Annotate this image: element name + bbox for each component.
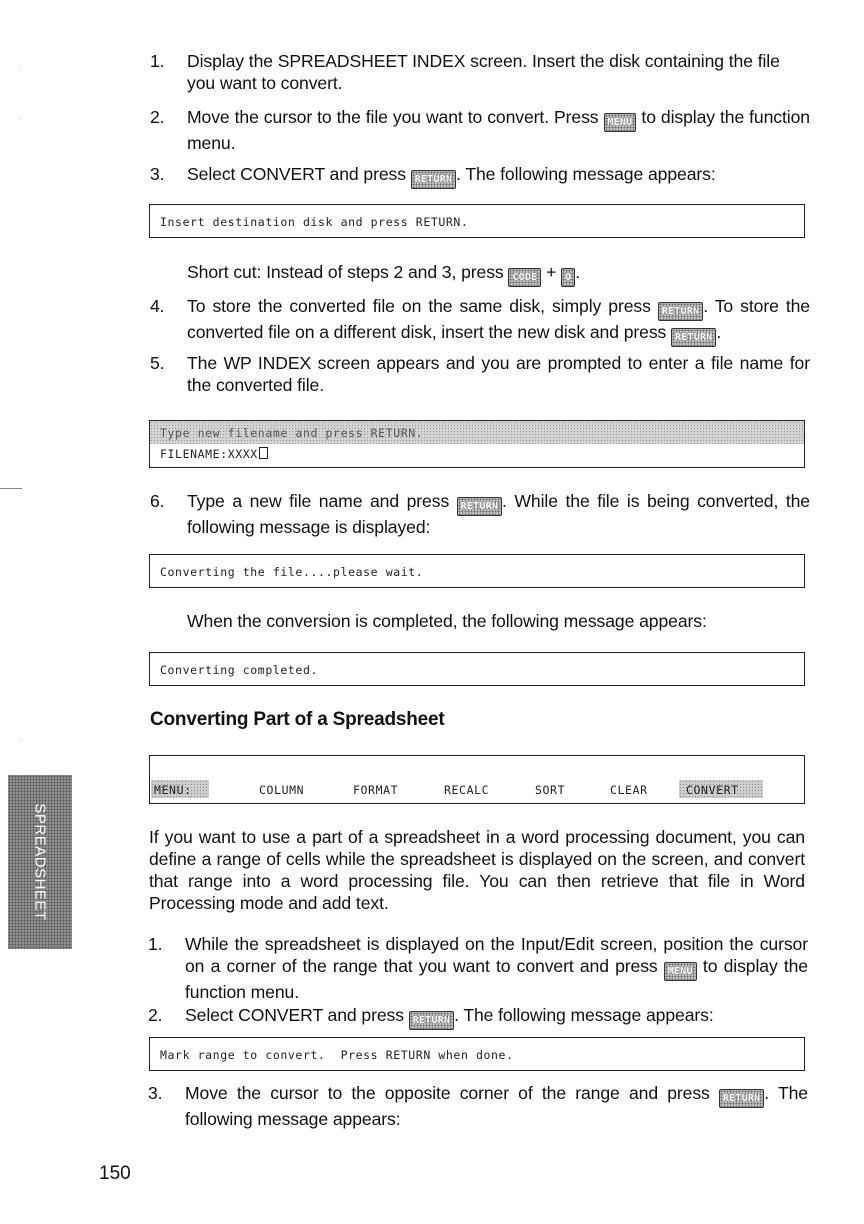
step-number: 1. (148, 934, 163, 954)
step-a3 (150, 163, 810, 189)
return-key: RETURN (411, 170, 456, 189)
step-a5 (150, 352, 810, 396)
menu-item-sort[interactable]: SORT (535, 783, 566, 797)
step-b1 (148, 933, 808, 1003)
return-key: RETURN (658, 302, 703, 321)
menu-item-convert[interactable]: CONVERT (686, 783, 739, 797)
shortcut-text: Short cut: Instead of steps 2 and 3, press (187, 262, 504, 282)
screen-text: Converting completed. (160, 663, 318, 677)
step-number: 4. (150, 296, 165, 316)
section-heading: Converting Part of a Spreadsheet (150, 709, 445, 730)
step-text: The WP INDEX screen appears and you are prompted to enter a file name for the converted file. (187, 353, 810, 395)
o-key: O (561, 268, 575, 287)
screen-insert-message (149, 204, 805, 238)
shortcut-note (187, 261, 580, 287)
step-text: Type a new file name and press (187, 491, 450, 511)
screen-text: Insert destination disk and press RETURN. (160, 215, 469, 229)
filename-field[interactable] (160, 447, 268, 461)
return-key: RETURN (671, 328, 716, 347)
screen-filename-prompt (149, 420, 805, 468)
step-text: to display the function menu. (185, 956, 808, 1002)
edge-dot (20, 66, 21, 67)
step-text: Move the cursor to the file you want to convert. Press (187, 107, 599, 127)
menu-key: MENU (604, 113, 637, 132)
menu-item-recalc[interactable]: RECALC (444, 783, 490, 797)
step-text: While the spreadsheet is displayed on the Input/Edit screen, position the cursor on a corner of the range that you want to convert and press (185, 934, 808, 976)
step-number: 5. (150, 353, 165, 373)
step-number: 2. (148, 1005, 163, 1025)
edge-dot (20, 740, 21, 741)
side-tab-label: SPREADSHEET (31, 803, 49, 921)
edge-mark (0, 488, 22, 489)
step-text: . The following message appears: (456, 164, 716, 184)
edge-dot (20, 118, 21, 119)
step-text: Select CONVERT and press (185, 1005, 404, 1025)
step-text: . To store the converted file on a different disk, insert the new disk and press (187, 296, 810, 342)
shortcut-text: . (575, 262, 581, 282)
plus-sign: + (546, 262, 557, 282)
step-a1 (150, 50, 810, 94)
step-text: . The following message appears: (185, 1083, 808, 1129)
step-text: to display the function menu. (187, 107, 810, 153)
text-cursor (259, 447, 268, 459)
prompt-text: Type new filename and press RETURN. (160, 426, 424, 440)
menu-item-column[interactable]: COLUMN (259, 783, 305, 797)
screen-completed-message (149, 652, 805, 686)
step-text: Display the SPREADSHEET INDEX screen. Insert the disk containing the file you want to convert. (187, 51, 780, 93)
menu-label: MENU: (154, 783, 192, 797)
step-b3 (148, 1082, 808, 1130)
step-text: Move the cursor to the opposite corner of the range and press (185, 1083, 710, 1103)
step-number: 2. (150, 107, 165, 127)
screen-converting-message (149, 554, 805, 588)
step-a6 (150, 490, 810, 538)
step-a2 (150, 106, 810, 154)
return-key: RETURN (409, 1011, 454, 1030)
step-text: . (716, 322, 722, 342)
screen-mark-range-message (149, 1037, 805, 1071)
step-text: . The following message appears: (454, 1005, 714, 1025)
step-text: To store the converted file on the same disk, simply press (187, 296, 651, 316)
intro-paragraph: If you want to use a part of a spreadsheet in a word processing document, you can define a range of cells while the spreadsheet is displayed on the screen, and convert that range into a word processing file. You can then retrieve that file in Word Processing mode and add text. (149, 827, 805, 913)
filename-value: FILENAME:XXXX (160, 447, 258, 461)
step-number: 1. (150, 51, 165, 71)
step-text: Select CONVERT and press (187, 164, 406, 184)
page-number: 150 (99, 1163, 131, 1184)
step-number: 3. (148, 1083, 163, 1103)
completion-note: When the conversion is completed, the following message appears: (187, 611, 707, 631)
step-number: 6. (150, 491, 165, 511)
menu-item-clear[interactable]: CLEAR (610, 783, 648, 797)
step-number: 3. (150, 164, 165, 184)
return-key: RETURN (457, 497, 502, 516)
menu-key: MENU (664, 962, 697, 981)
screen-function-menu (149, 755, 805, 804)
step-b2 (148, 1004, 808, 1030)
screen-text: Mark range to convert. Press RETURN when done. (160, 1048, 514, 1062)
step-text: . While the file is being converted, the following message is displayed: (187, 491, 810, 537)
menu-item-format[interactable]: FORMAT (353, 783, 399, 797)
screen-text: Converting the file....please wait. (160, 565, 424, 579)
step-a4 (150, 295, 810, 347)
code-key: CODE (508, 268, 541, 287)
return-key: RETURN (719, 1089, 764, 1108)
